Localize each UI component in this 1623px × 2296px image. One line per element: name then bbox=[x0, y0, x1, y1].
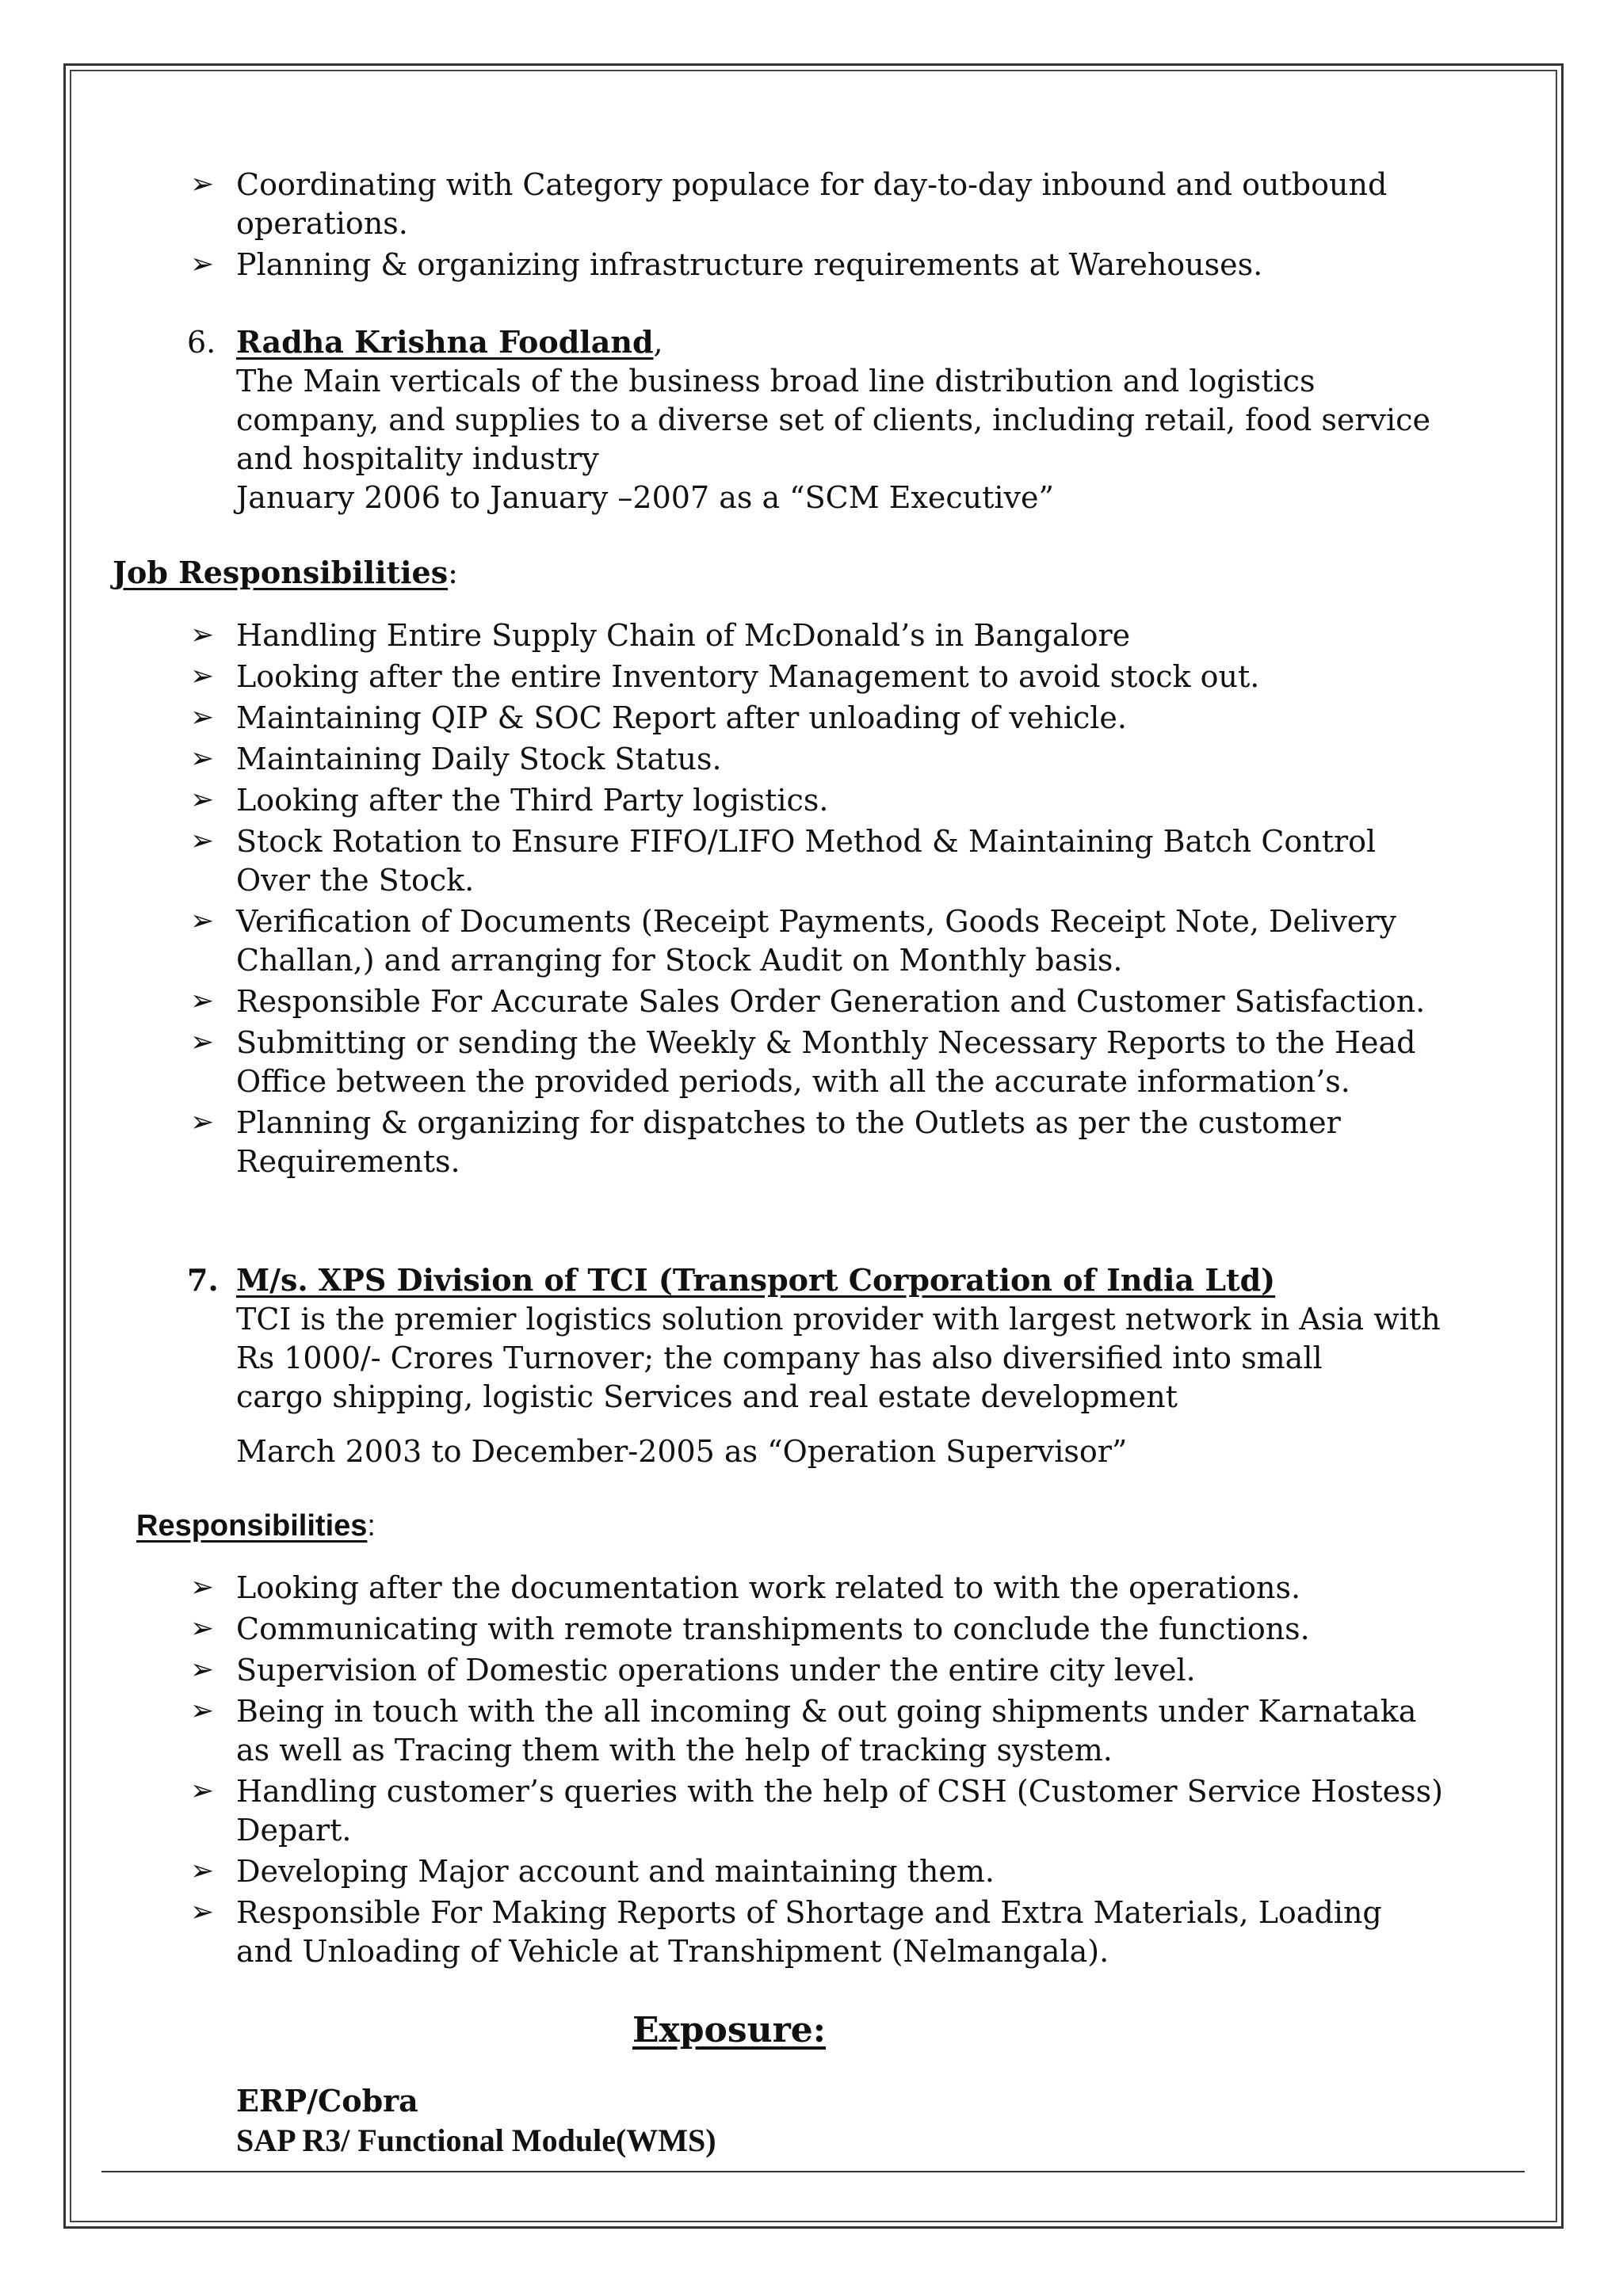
bullet-text-line: Handling customer’s queries with the help of CSH (Customer Service Hostess) bbox=[236, 1774, 1443, 1809]
company6-desc-line: company, and supplies to a diverse set of clients, including retail, food service bbox=[236, 402, 1430, 437]
arrow-bullet-icon: ➢ bbox=[190, 1775, 215, 1807]
company6-name: Radha Krishna Foodland bbox=[236, 324, 654, 360]
company6-number: 6. bbox=[187, 325, 216, 360]
arrow-bullet-icon: ➢ bbox=[190, 825, 215, 857]
bullet-text-line: Office between the provided periods, with all the accurate information’s. bbox=[236, 1064, 1350, 1099]
arrow-bullet-icon: ➢ bbox=[190, 701, 215, 734]
arrow-bullet-icon: ➢ bbox=[190, 784, 215, 816]
company6-title bbox=[236, 322, 663, 362]
bullet-text-line: Communicating with remote transhipments to conclude the functions. bbox=[236, 1611, 1310, 1646]
bullet-text-line: Planning & organizing infrastructure requirements at Warehouses. bbox=[236, 247, 1263, 282]
bullet-text-line: operations. bbox=[236, 206, 408, 241]
bullet-text-line: Challan,) and arranging for Stock Audit on Monthly basis. bbox=[236, 943, 1123, 978]
job-responsibilities-colon: : bbox=[448, 555, 458, 590]
responsibilities-heading bbox=[136, 1506, 376, 1546]
company7-number: 7. bbox=[187, 1262, 219, 1298]
company7-name: M/s. XPS Division of TCI (Transport Corporation of India Ltd) bbox=[236, 1262, 1276, 1298]
job-responsibilities-heading bbox=[113, 553, 458, 593]
bullet-text-line: Stock Rotation to Ensure FIFO/LIFO Method & Maintaining Batch Control bbox=[236, 824, 1377, 859]
bullet-text-line: Depart. bbox=[236, 1813, 352, 1848]
arrow-bullet-icon: ➢ bbox=[190, 1695, 215, 1727]
company7-period: March 2003 to December-2005 as “Operation Supervisor” bbox=[236, 1434, 1128, 1469]
bullet-text-line: Maintaining QIP & SOC Report after unloading of vehicle. bbox=[236, 700, 1127, 735]
bullet-text-line: Maintaining Daily Stock Status. bbox=[236, 742, 722, 776]
company7-desc-line: Rs 1000/- Crores Turnover; the company has also diversified into small bbox=[236, 1341, 1323, 1375]
bullet-text-line: Responsible For Making Reports of Shortage and Extra Materials, Loading bbox=[236, 1895, 1382, 1930]
bullet-text-line: as well as Tracing them with the help of tracking system. bbox=[236, 1733, 1113, 1768]
bullet-text-line: Looking after the entire Inventory Management to avoid stock out. bbox=[236, 659, 1260, 694]
bullet-text-line: and Unloading of Vehicle at Transhipment (Nelmangala). bbox=[236, 1934, 1109, 1969]
bullet-text-line: Responsible For Accurate Sales Order Generation and Customer Satisfaction. bbox=[236, 984, 1426, 1019]
arrow-bullet-icon: ➢ bbox=[190, 1106, 215, 1138]
company7-desc-line: TCI is the premier logistics solution provider with largest network in Asia with bbox=[236, 1302, 1441, 1337]
exposure-item: SAP R3/ Functional Module(WMS) bbox=[236, 2122, 716, 2158]
arrow-bullet-icon: ➢ bbox=[190, 168, 215, 200]
exposure-item: ERP/Cobra bbox=[236, 2083, 418, 2119]
arrow-bullet-icon: ➢ bbox=[190, 742, 215, 775]
arrow-bullet-icon: ➢ bbox=[190, 248, 215, 280]
company6-name-suffix: , bbox=[653, 325, 663, 360]
arrow-bullet-icon: ➢ bbox=[190, 1571, 215, 1604]
company6-desc-line: The Main verticals of the business broad line distribution and logistics bbox=[236, 364, 1316, 399]
footer-rule bbox=[101, 2171, 1525, 2172]
bullet-text-line: Developing Major account and maintaining them. bbox=[236, 1854, 995, 1889]
bullet-text-line: Coordinating with Category populace for day-to-day inbound and outbound bbox=[236, 167, 1388, 202]
company6-desc-line: and hospitality industry bbox=[236, 441, 599, 476]
bullet-text-line: Requirements. bbox=[236, 1144, 460, 1179]
arrow-bullet-icon: ➢ bbox=[190, 985, 215, 1017]
responsibilities-title: Responsibilities bbox=[136, 1509, 368, 1543]
arrow-bullet-icon: ➢ bbox=[190, 1653, 215, 1686]
company6-period: January 2006 to January –2007 as a “SCM Executive” bbox=[236, 480, 1054, 515]
arrow-bullet-icon: ➢ bbox=[190, 1612, 215, 1645]
arrow-bullet-icon: ➢ bbox=[190, 1026, 215, 1058]
arrow-bullet-icon: ➢ bbox=[190, 660, 215, 692]
bullet-text-line: Handling Entire Supply Chain of McDonald’s in Bangalore bbox=[236, 618, 1131, 653]
bullet-text-line: Looking after the Third Party logistics. bbox=[236, 783, 829, 818]
arrow-bullet-icon: ➢ bbox=[190, 619, 215, 651]
bullet-text-line: Planning & organizing for dispatches to the Outlets as per the customer bbox=[236, 1105, 1341, 1140]
arrow-bullet-icon: ➢ bbox=[190, 1896, 215, 1928]
bullet-text-line: Supervision of Domestic operations under the entire city level. bbox=[236, 1653, 1196, 1688]
responsibilities-colon: : bbox=[367, 1509, 376, 1543]
bullet-text-line: Submitting or sending the Weekly & Monthly Necessary Reports to the Head bbox=[236, 1025, 1416, 1060]
bullet-text-line: Looking after the documentation work related to with the operations. bbox=[236, 1570, 1301, 1605]
arrow-bullet-icon: ➢ bbox=[190, 905, 215, 937]
arrow-bullet-icon: ➢ bbox=[190, 1855, 215, 1887]
bullet-text-line: Over the Stock. bbox=[236, 863, 475, 898]
company7-desc-line: cargo shipping, logistic Services and real estate development bbox=[236, 1379, 1178, 1414]
bullet-text-line: Verification of Documents (Receipt Payments, Goods Receipt Note, Delivery bbox=[236, 904, 1396, 939]
exposure-heading: Exposure: bbox=[632, 2010, 827, 2050]
bullet-text-line: Being in touch with the all incoming & out going shipments under Karnataka bbox=[236, 1694, 1417, 1729]
job-responsibilities-title: Job Responsibilities bbox=[113, 555, 449, 590]
